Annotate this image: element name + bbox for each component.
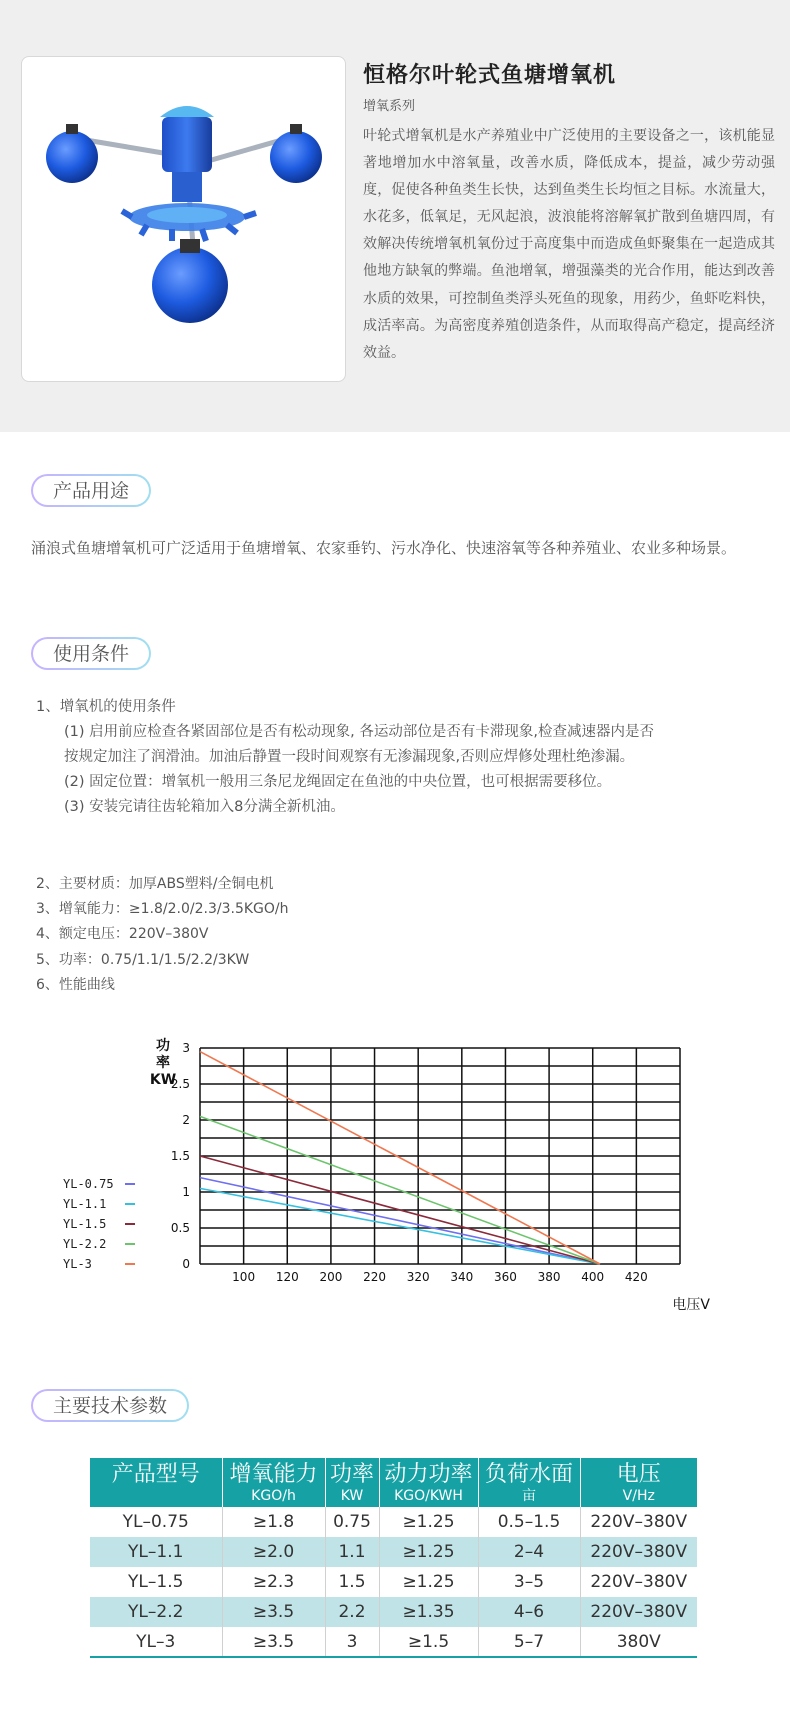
table-cell: 220V–380V [590,1512,688,1532]
table-cell: ≥3.5 [222,1597,325,1627]
condition-item: 按规定加注了润滑油。加油后静置一段时间观察有无渗漏现象,否则应焊修处理杜绝渗漏。 [64,749,635,765]
series-line [200,1188,600,1264]
table-cell: 2–4 [478,1537,580,1567]
table-cell: ≥1.25 [379,1537,478,1567]
table-cell: 5–7 [478,1627,580,1657]
table-cell: 0.5–1.5 [478,1507,580,1537]
product-image-card [21,56,346,382]
section-pill-conditions [31,637,151,670]
table-cell: YL–0.75 [90,1507,222,1537]
x-tick-label: 400 [581,1270,605,1284]
table-cell: 2.2 [325,1597,379,1627]
table-header-cell: 增氧能力 KGO/h [222,1458,325,1507]
table-cell: 220V–380V [580,1537,697,1567]
legend-label: YL-0.75 [63,1177,114,1191]
y-tick-label: 2.5 [170,1077,190,1091]
section-title-conditions: 使用条件 [53,643,130,665]
table-header-cell: 电压 V/Hz [580,1458,697,1507]
table-cell: 4–6 [478,1597,580,1627]
table-cell: 220V–380V [590,1572,688,1592]
table-cell: 380V [580,1627,697,1657]
product-series: 增氧系列 [363,99,416,114]
spec-item: 5、功率：0.75/1.1/1.5/2.2/3KW [36,951,250,968]
usage-text: 涌浪式鱼塘增氧机可广泛适用于鱼塘增氧、农家垂钓、污水净化、快速溶氧等各种养殖业、农业多种场景。 [31,539,737,557]
y-tick-label: 2 [182,1113,190,1127]
legend-label: YL-1.5 [63,1217,107,1231]
table-cell: 3–5 [478,1567,580,1597]
table-cell: ≥2.0 [222,1537,325,1567]
section-title-params: 主要技术参数 [53,1395,168,1417]
condition-item: (3) 安装完请往齿轮箱加入8分满全新机油。 [64,799,345,815]
spec-list [36,872,289,998]
table-row [90,1597,697,1627]
table-cell: ≥3.5 [222,1627,325,1657]
x-tick-label: 120 [275,1270,299,1284]
table-cell: ≥1.25 [379,1567,478,1597]
x-tick-label: 200 [319,1270,343,1284]
y-tick-label: 1 [182,1185,190,1199]
table-cell: 1.1 [325,1537,379,1567]
table-cell: ≥2.3 [222,1567,325,1597]
section-pill-params [31,1389,189,1422]
table-cell: 0.75 [325,1507,379,1537]
spec-item: 6、性能曲线 [36,976,115,993]
table-cell: ≥1.5 [379,1627,478,1657]
table-cell: YL–2.2 [90,1597,222,1627]
y-tick-label: 0.5 [170,1221,190,1235]
product-title: 恒格尔叶轮式鱼塘增氧机 [363,63,617,88]
y-tick-label: 1.5 [170,1149,190,1163]
x-axis-label: 电压V [672,1297,710,1313]
condition-item: (1) 启用前应检查各紧固部位是否有松动现象, 各运动部位是否有卡滞现象,检查减速器内是否 [64,724,654,740]
y-axis-label: 率 [156,1055,170,1071]
x-tick-label: 420 [624,1270,648,1284]
spec-item: 4、额定电压：220V–380V [36,926,209,943]
table-cell: YL–3 [90,1627,222,1657]
table-cell: ≥1.35 [379,1597,478,1627]
x-tick-label: 220 [363,1270,386,1284]
section-pill-usage [31,474,151,507]
table-row [90,1627,697,1657]
conditions-heading: 1、增氧机的使用条件 [36,699,176,715]
x-tick-label: 360 [494,1270,517,1284]
table-cell: 1.5 [325,1567,379,1597]
table-cell: ≥1.8 [222,1507,325,1537]
table-header-cell: 负荷水面 亩 [478,1458,580,1507]
y-tick-label: 3 [182,1041,190,1055]
condition-item: (2) 固定位置：增氧机一般用三条尼龙绳固定在鱼池的中央位置，也可根据需要移位。 [64,774,612,790]
legend-label: YL-1.1 [63,1197,107,1211]
table-row [90,1567,697,1597]
y-axis-label: KW [149,1072,177,1088]
y-axis-label: 功 [156,1038,170,1054]
legend-label: YL-2.2 [63,1237,107,1251]
spec-item: 3、增氧能力：≥1.8/2.0/2.3/3.5KGO/h [36,901,289,918]
table-header-cell: 产品型号 [90,1458,222,1507]
table-cell: ≥1.25 [379,1507,478,1537]
table-row [90,1537,697,1567]
table-cell: YL–1.1 [90,1537,222,1567]
performance-curve-chart [55,1032,775,1332]
conditions-list [36,695,654,820]
table-cell: YL–1.5 [90,1567,222,1597]
x-tick-label: 100 [232,1270,256,1284]
x-tick-label: 380 [537,1270,561,1284]
table-row [90,1507,697,1537]
x-tick-label: 320 [406,1270,430,1284]
param-table [90,1458,697,1658]
table-header-row [90,1458,697,1507]
table-header-cell: 动力功率 KGO/KWH [379,1458,478,1507]
aerator-product-image [22,57,346,382]
y-tick-label: 0 [182,1257,190,1271]
table-cell: 3 [325,1627,379,1657]
legend-label: YL-3 [63,1257,92,1271]
spec-item: 2、主要材质：加厚ABS塑料/全铜电机 [36,876,274,892]
x-tick-label: 340 [450,1270,474,1284]
table-header-cell: 功率 KW [325,1458,379,1507]
section-title-usage: 产品用途 [53,480,130,502]
table-cell: 220V–380V [580,1597,697,1627]
product-description: 叶轮式增氧机是水产养殖业中广泛使用的主要设备之一，该机能显著地增加水中溶氧量，改善水质，降低成本，提益，减少劳动强度，促使各种鱼类生长快，达到鱼类生长均恒之目标。水流量大，水花多，低氧足，无风起浪，波浪能将溶解氧扩散到鱼塘四周，有效解决传统增氧机氧份过于高度集中而造成鱼虾聚集在一起造成其他地方缺氧的弊端。鱼池增氧，增强藻类的光合作用，能达到改善水质的效果，可控制鱼类浮头死鱼的现象，用药少，鱼虾吃料快，成活率高。为高密度养殖创造条件，从而取得高产稳定，提高经济效益。 [363,128,775,361]
